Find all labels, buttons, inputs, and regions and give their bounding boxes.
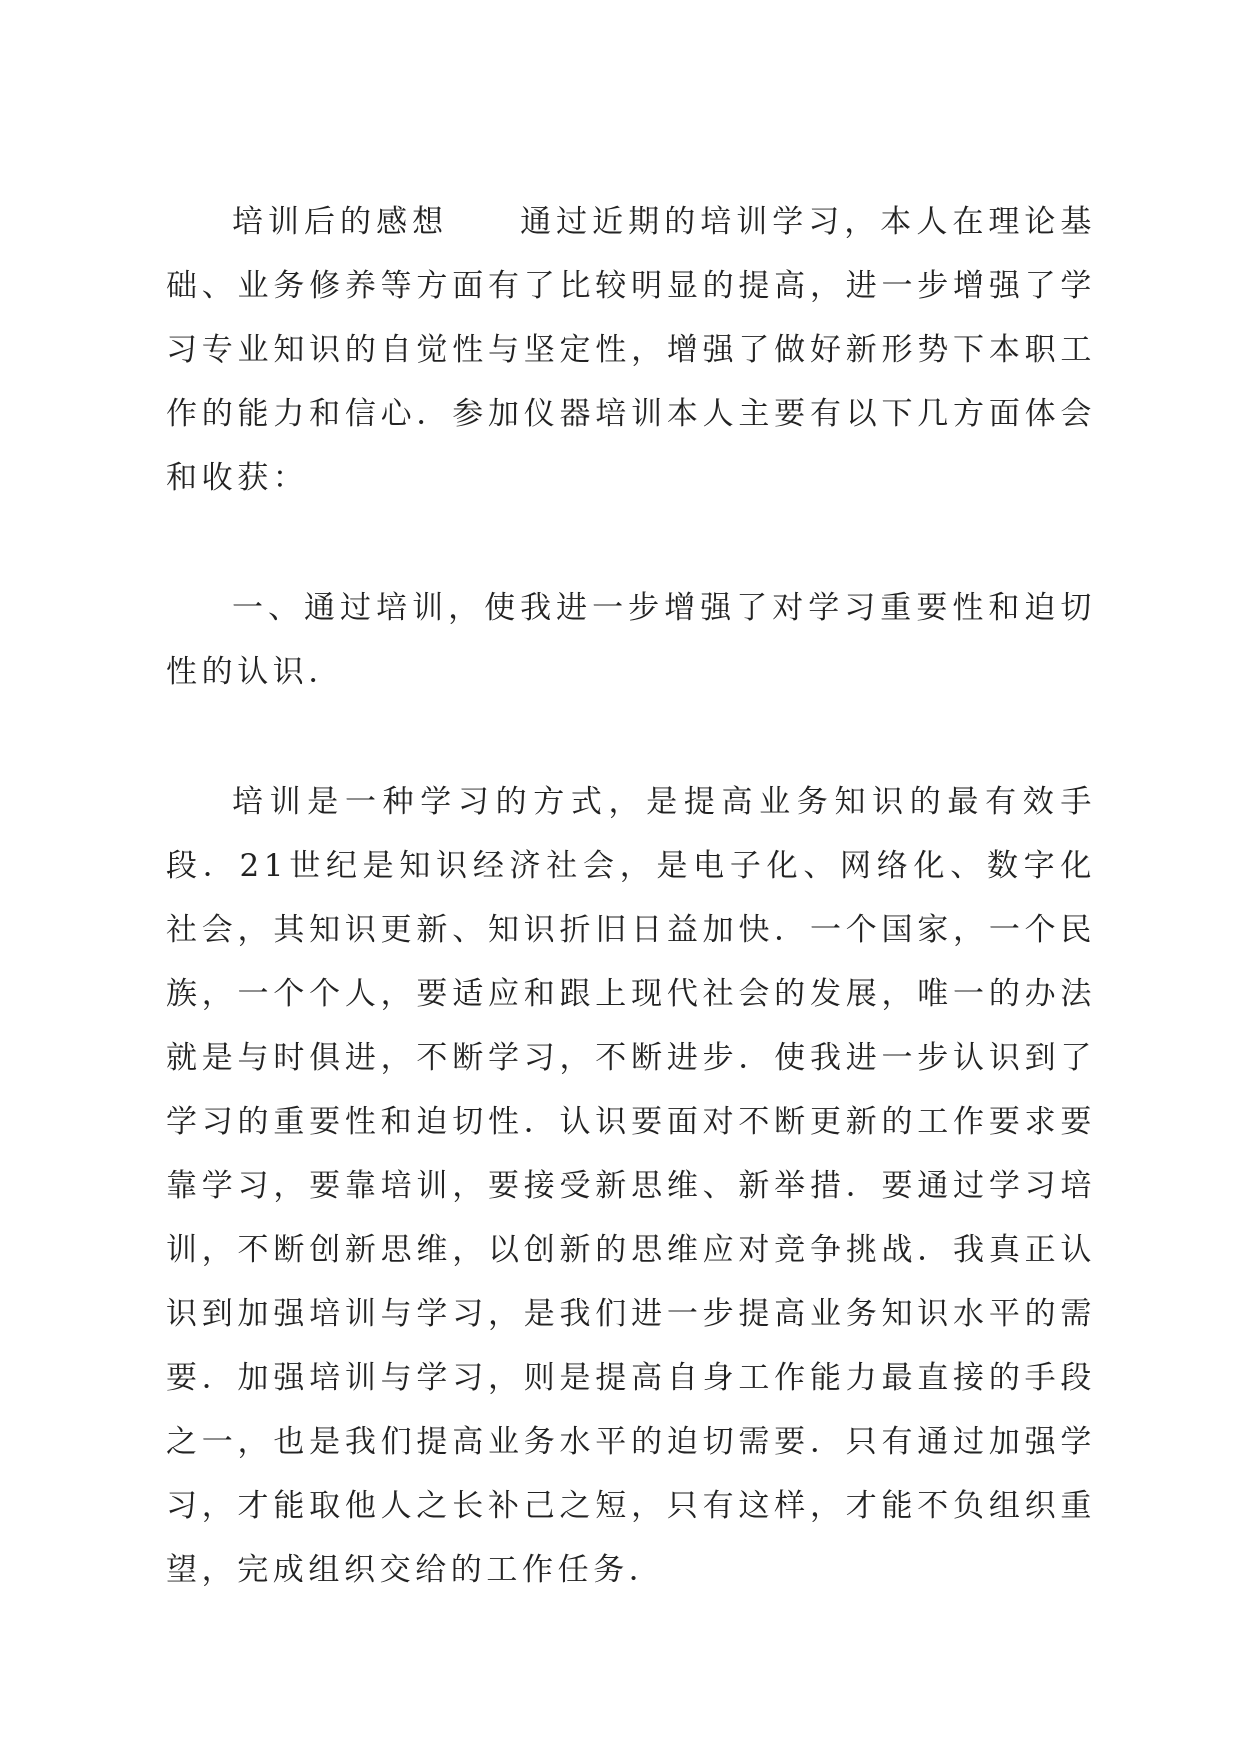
body-paragraph: 培训是一种学习的方式，是提高业务知识的最有效手段．21世纪是知识经济社会，是电子化、网络化、数字化社会，其知识更新、知识折旧日益加快．一个国家，一个民族，一个个人，要适应和跟上现代社会的发展，唯一的办法就是与时俱进，不断学习，不断进步．使我进一步认识到了学习的重要性和迫切性．认识要面对不断更新的工作要求要靠学习，要靠培训，要接受新思维、新举措．要通过学习培训，不断创新思维，以创新的思维应对竞争挑战．我真正认识到加强培训与学习，是我们进一步提高业务知识水平的需要．加强培训与学习，则是提高自身工作能力最直接的手段之一，也是我们提高业务水平的迫切需要．只有通过加强学习，才能取他人之长补己之短，只有这样，才能不负组织重望，完成组织交给的工作任务． <box>166 784 1096 1588</box>
document-body <box>166 190 1096 1602</box>
intro-paragraph: 培训后的感想 通过近期的培训学习，本人在理论基础、业务修养等方面有了比较明显的提高，进一步增强了学习专业知识的自觉性与坚定性，增强了做好新形势下本职工作的能力和信心．参加仪器培训本人主要有以下几方面体会和收获： <box>166 204 1096 496</box>
section-heading-paragraph: 一、通过培训，使我进一步增强了对学习重要性和迫切性的认识． <box>166 590 1096 690</box>
